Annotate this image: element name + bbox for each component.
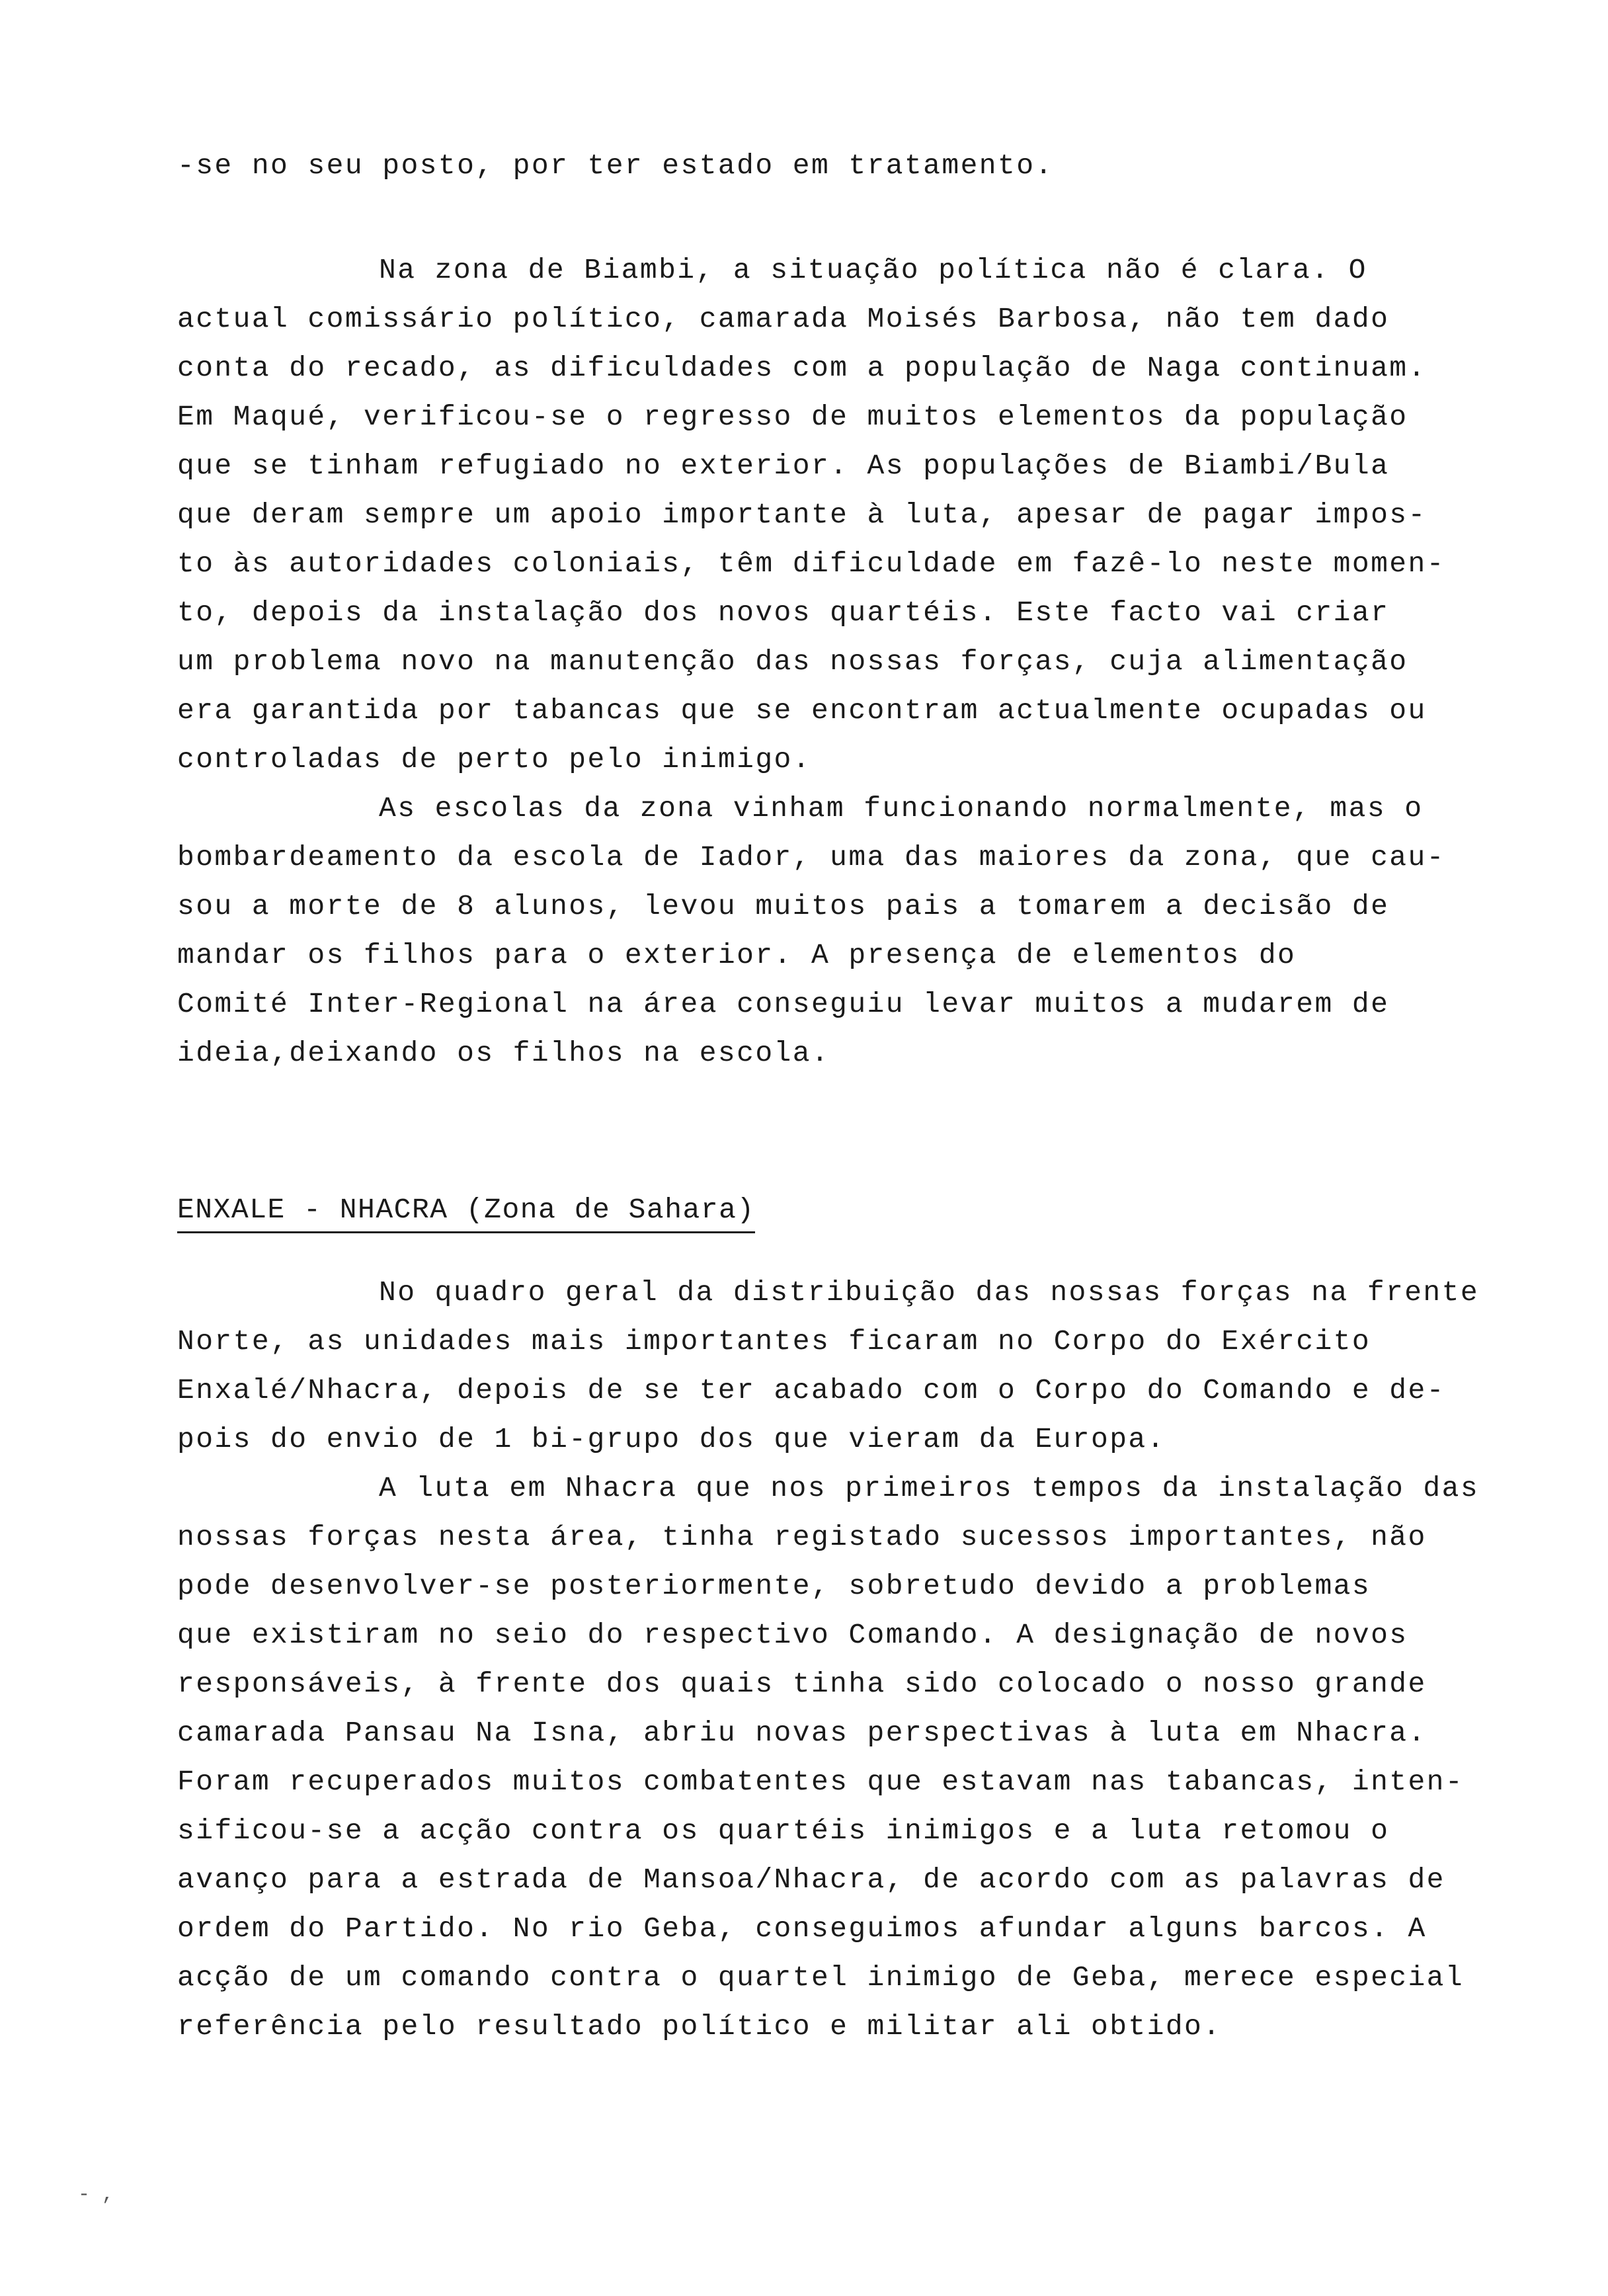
text-line: Foram recuperados muitos combatentes que estavam nas tabancas, inten- (177, 1766, 1465, 1798)
text-line: nossas forças nesta área, tinha registado sucessos importantes, não (177, 1521, 1427, 1553)
paragraph-enxale (177, 1268, 1579, 2051)
text-line: ordem do Partido. No rio Geba, conseguimos afundar alguns barcos. A (177, 1912, 1427, 1945)
text-line: actual comissário político, camarada Moisés Barbosa, não tem dado (177, 303, 1390, 335)
text-section-top (177, 142, 1579, 190)
text-line: referência pelo resultado político e militar ali obtido. (177, 2010, 1222, 2043)
text-line: Em Maqué, verificou-se o regresso de muitos elementos da população (177, 401, 1408, 433)
text-line: Enxalé/Nhacra, depois de se ter acabado com o Corpo do Comando e de- (177, 1374, 1445, 1407)
text-line: Na zona de Biambi, a situação política não é clara. O (379, 254, 1367, 286)
text-line: Comité Inter-Regional na área conseguiu levar muitos a mudarem de (177, 988, 1390, 1020)
text-line: mandar os filhos para o exterior. A presença de elementos do (177, 939, 1297, 971)
text-line: responsáveis, à frente dos quais tinha sido colocado o nosso grande (177, 1668, 1427, 1700)
text-line: um problema novo na manutenção das nossas forças, cuja alimentação (177, 645, 1408, 678)
margin-mark: - , (78, 2184, 114, 2206)
text-line: era garantida por tabancas que se encontram actualmente ocupadas ou (177, 694, 1427, 727)
text-line: camarada Pansau Na Isna, abriu novas perspectivas à luta em Nhacra. (177, 1717, 1427, 1749)
text-line: to às autoridades coloniais, têm dificuldade em fazê-lo neste momen- (177, 548, 1445, 580)
text-line: sificou-se a acção contra os quartéis inimigos e a luta retomou o (177, 1815, 1390, 1847)
text-line: acção de um comando contra o quartel inimigo de Geba, merece especial (177, 1961, 1465, 1994)
text-line: bombardeamento da escola de Iador, uma das maiores da zona, que cau- (177, 841, 1445, 874)
text-line: que deram sempre um apoio importante à luta, apesar de pagar impos- (177, 499, 1427, 531)
text-line: No quadro geral da distribuição das nossas forças na frente (379, 1276, 1480, 1309)
text-line: A luta em Nhacra que nos primeiros tempos da instalação das (379, 1472, 1480, 1504)
text-line: conta do recado, as dificuldades com a população de Naga continuam. (177, 352, 1427, 384)
text-line: -se no seu posto, por ter estado em tratamento. (177, 149, 1054, 182)
text-line: pois do envio de 1 bi-grupo dos que vieram da Europa. (177, 1423, 1166, 1456)
text-line: que existiram no seio do respectivo Comando. A designação de novos (177, 1619, 1408, 1651)
text-line: sou a morte de 8 alunos, levou muitos pais a tomarem a decisão de (177, 890, 1390, 922)
text-line: avanço para a estrada de Mansoa/Nhacra, de acordo com as palavras de (177, 1864, 1445, 1896)
text-line: pode desenvolver-se posteriormente, sobretudo devido a problemas (177, 1570, 1371, 1602)
text-line: As escolas da zona vinham funcionando normalmente, mas o (379, 792, 1424, 825)
text-line: Norte, as unidades mais importantes ficaram no Corpo do Exército (177, 1325, 1371, 1358)
text-line: to, depois da instalação dos novos quartéis. Este facto vai criar (177, 596, 1390, 629)
text-line: controladas de perto pelo inimigo. (177, 743, 811, 776)
section-heading: ENXALE - NHACRA (Zona de Sahara) (177, 1190, 755, 1233)
text-line: ideia,deixando os filhos na escola. (177, 1037, 830, 1069)
paragraph-biambi (177, 246, 1579, 1078)
text-line: que se tinham refugiado no exterior. As populações de Biambi/Bula (177, 450, 1390, 482)
